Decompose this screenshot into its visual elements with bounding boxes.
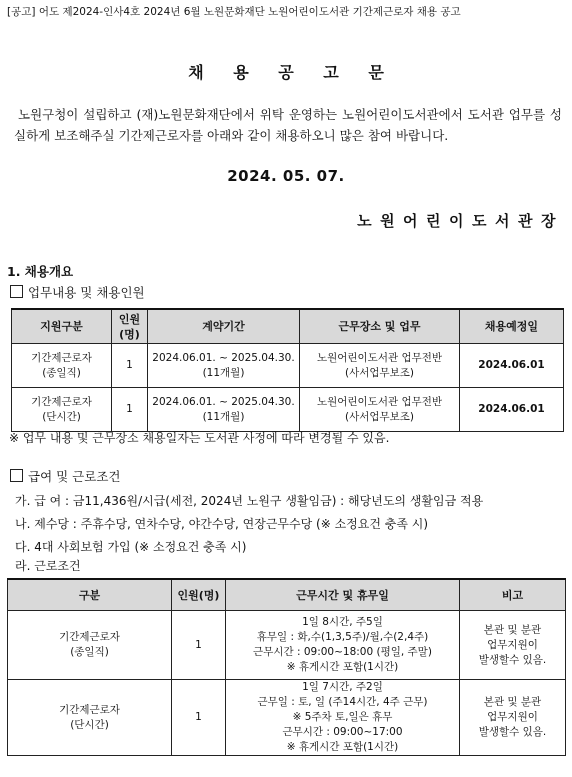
- cell-type: [8, 680, 172, 756]
- salary-item: 가. 급 여 : 금11,436원/시급(세전, 2024년 노원구 생활임금) : 해당년도의 생활임금 적용: [15, 494, 484, 508]
- cell-line: 노원어린이도서관 업무전반: [316, 395, 443, 408]
- cell-type: [12, 344, 112, 388]
- column-header: [12, 309, 112, 344]
- cell-line: (단시간): [42, 410, 81, 423]
- cell-line: 1일 8시간, 주5일: [302, 616, 383, 628]
- checkbox-square-icon: [10, 469, 23, 482]
- header-text: 계약기간: [202, 320, 245, 333]
- insurance-item: 다. 4대 사회보험 가입 (※ 소정요건 충족 시): [15, 540, 247, 554]
- table-row: [12, 344, 564, 388]
- column-header: [460, 309, 564, 344]
- column-header: 구분: [8, 579, 172, 611]
- column-header: [300, 309, 460, 344]
- conditions-item: 라. 근로조건: [15, 559, 81, 573]
- cell-hours: [226, 611, 460, 680]
- cell-line: 기간제근로자: [59, 631, 120, 643]
- recruitment-note: ※ 업무 내용 및 근무장소 채용일자는 도서관 사정에 따라 변경될 수 있음.: [9, 431, 390, 445]
- table-row: [12, 388, 564, 432]
- cell-line: 2024.06.01. ~ 2025.04.30.: [152, 351, 295, 364]
- cell-place: [300, 388, 460, 432]
- cell-hours: [226, 680, 460, 756]
- job-overview-subheading: [10, 283, 145, 301]
- cell-line: (사서업무보조): [344, 366, 415, 379]
- issuer-name: 노원어린이도서관장: [357, 212, 564, 230]
- cell-line: 발생할수 있음.: [478, 726, 547, 738]
- cell-line: 휴무일 : 화,수(1,3,5주)/월,수(2,4주): [256, 631, 429, 643]
- cell-line: 기간제근로자: [59, 703, 120, 716]
- cell-line: ※ 5주차 토,일은 휴무: [292, 711, 393, 723]
- cell-line: 발생할수 있음.: [478, 653, 547, 666]
- cell-line: 2024.06.01. ~ 2025.04.30.: [152, 395, 295, 408]
- checkbox-square-icon: [10, 285, 23, 298]
- cell-line: (사서업무보조): [344, 410, 415, 423]
- cell-line: (단시간): [70, 718, 109, 731]
- cell-note: [460, 611, 566, 680]
- header-text: 지원구분: [40, 320, 83, 333]
- cell-type: [12, 388, 112, 432]
- subheading-label: 급여 및 근로조건: [28, 469, 121, 484]
- cell-start: 2024.06.01: [460, 344, 564, 388]
- notice-date: 2024. 05. 07.: [227, 167, 345, 185]
- cell-line: ※ 휴게시간 포함(1시간): [286, 741, 399, 753]
- cell-line: ※ 휴게시간 포함(1시간): [286, 661, 399, 673]
- header-text: [112, 312, 147, 342]
- table-header-row: [8, 579, 566, 611]
- cell-start: 2024.06.01: [460, 388, 564, 432]
- section-1-heading: 1. 채용개요: [7, 264, 74, 279]
- page-title: 채 용 공 고 문: [188, 63, 396, 82]
- cell-line: (11개월): [202, 366, 245, 379]
- cell-line: 업무지원이: [487, 638, 538, 651]
- cell-line: 기간제근로자: [31, 351, 92, 364]
- work-conditions-table: [7, 578, 566, 756]
- intro-paragraph: 노원구청이 설립하고 (재)노원문화재단에서 위탁 운영하는 노원어린이도서관에서 도서관 업무를 성실하게 보조해주실 기간제근로자를 아래와 같이 채용하오니 많은 참여 바랍니다.: [14, 107, 562, 143]
- cell-line: 1일 7시간, 주2일: [302, 681, 383, 693]
- column-header: 인원(명): [172, 579, 226, 611]
- cell-count: 1: [172, 680, 226, 756]
- header-text: 채용예정일: [484, 320, 539, 333]
- cell-place: [300, 344, 460, 388]
- cell-period: [148, 388, 300, 432]
- cell-count: 1: [112, 344, 148, 388]
- cell-line: (명): [119, 327, 140, 341]
- salary-subheading: [10, 467, 120, 485]
- column-header: [148, 309, 300, 344]
- table-row: [8, 611, 566, 680]
- cell-line: (종일직): [42, 366, 81, 379]
- cell-line: 기간제근로자: [31, 395, 92, 408]
- cell-line: 근무시간 : 09:00~17:00: [282, 726, 403, 738]
- cell-line: 본관 및 분관: [483, 696, 542, 708]
- cell-line: (11개월): [202, 410, 245, 423]
- cell-line: 근무일 : 토, 일 (주14시간, 4주 근무): [257, 696, 428, 708]
- cell-line: 본관 및 분관: [483, 623, 542, 636]
- cell-count: 1: [112, 388, 148, 432]
- notice-header: [공고] 어도 제2024-인사4호 2024년 6월 노원문화재단 노원어린이도서관 기간제근로자 채용 공고: [7, 6, 461, 18]
- cell-type: [8, 611, 172, 680]
- allowance-item: 나. 제수당 : 주휴수당, 연차수당, 야간수당, 연장근무수당 (※ 소정요건 충족 시): [15, 517, 429, 531]
- column-header: 근무시간 및 휴무일: [226, 579, 460, 611]
- column-header: [112, 309, 148, 344]
- subheading-label: 업무내용 및 채용인원: [28, 285, 145, 300]
- column-header: 비고: [460, 579, 566, 611]
- cell-line: (종일직): [70, 646, 109, 658]
- cell-line: 업무지원이: [487, 711, 538, 723]
- cell-line: 인원: [118, 312, 141, 326]
- table-header-row: [12, 309, 564, 344]
- cell-period: [148, 344, 300, 388]
- table-row: [8, 680, 566, 756]
- cell-note: [460, 680, 566, 756]
- header-text: 근무장소 및 업무: [338, 320, 421, 333]
- cell-count: 1: [172, 611, 226, 680]
- cell-line: 근무시간 : 09:00~18:00 (평일, 주말): [253, 646, 432, 658]
- recruitment-table: [11, 308, 564, 432]
- cell-line: 노원어린이도서관 업무전반: [316, 351, 443, 364]
